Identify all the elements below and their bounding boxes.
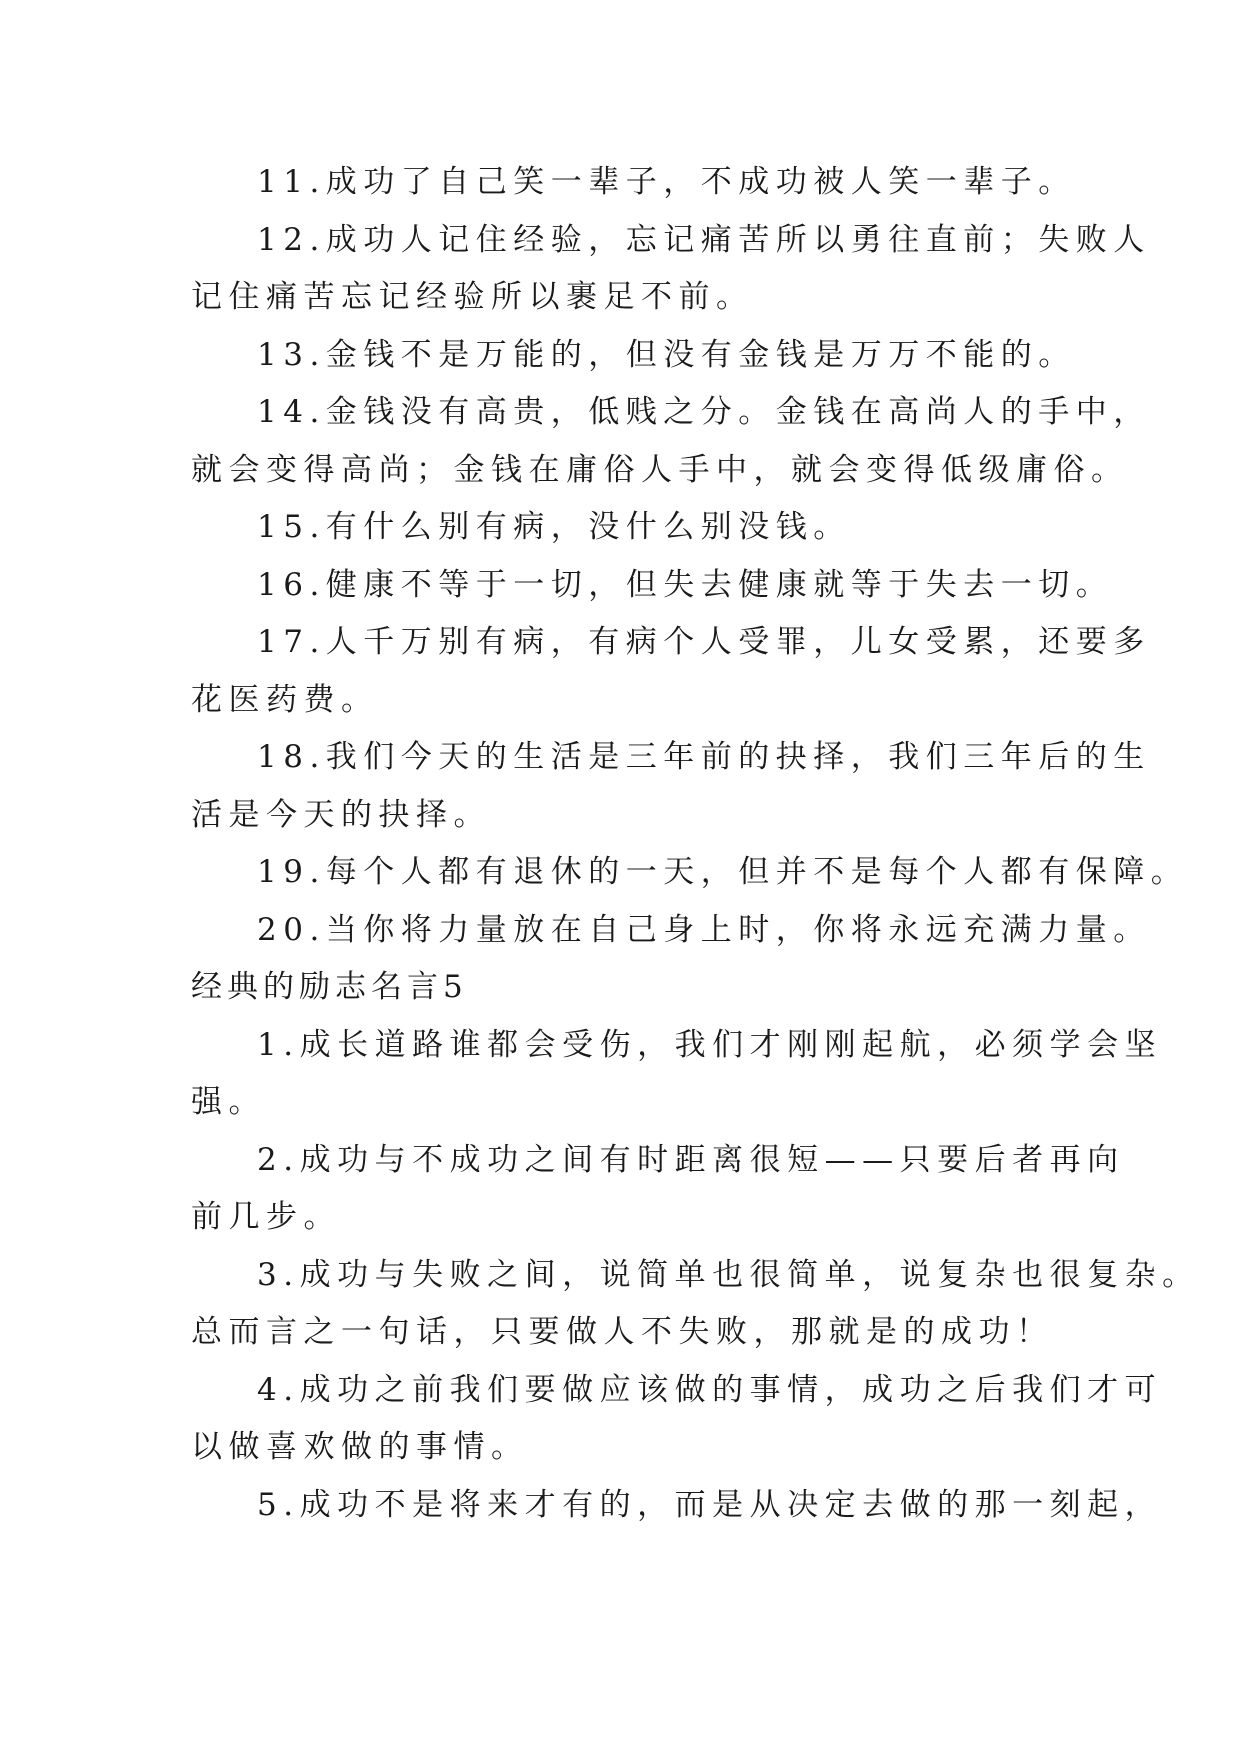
text-line: 17.人千万别有病，有病个人受罪，儿女受累，还要多 xyxy=(257,624,1151,660)
text-line: 花医药费。 xyxy=(191,681,379,718)
text-line: 15.有什么别有病，没什么别没钱。 xyxy=(257,509,851,545)
document-body xyxy=(191,154,1200,1534)
text-line: 以做喜欢做的事情。 xyxy=(191,1429,529,1465)
text-line: 活是今天的抉择。 xyxy=(191,796,491,833)
text-line: 18.我们今天的生活是三年前的抉择，我们三年后的生 xyxy=(257,739,1151,775)
text-line: 13.金钱不是万能的，但没有金钱是万万不能的。 xyxy=(257,336,1076,373)
text-line: 强。 xyxy=(191,1084,266,1120)
text-line: 3.成功与失败之间，说简单也很简单，说复杂也很复杂。 xyxy=(257,1256,1200,1293)
text-line: 19.每个人都有退休的一天，但并不是每个人都有保障。 xyxy=(257,854,1189,890)
text-line: 记住痛苦忘记经验所以裹足不前。 xyxy=(191,279,754,315)
text-line: 1.成长道路谁都会受伤，我们才刚刚起航，必须学会坚 xyxy=(257,1026,1163,1063)
section-heading: 经典的励志名言5 xyxy=(191,969,468,1005)
text-line: 总而言之一句话，只要做人不失败，那就是的成功！ xyxy=(191,1314,1054,1350)
text-line: 就会变得高尚；金钱在庸俗人手中，就会变得低级庸俗。 xyxy=(191,451,1129,488)
text-line: 14.金钱没有高贵，低贱之分。金钱在高尚人的手中， xyxy=(257,394,1151,430)
text-line: 20.当你将力量放在自己身上时，你将永远充满力量。 xyxy=(257,911,1151,948)
text-line: 2.成功与不成功之间有时距离很短——只要后者再向 xyxy=(257,1141,1125,1178)
text-line: 4.成功之前我们要做应该做的事情，成功之后我们才可 xyxy=(257,1371,1163,1408)
text-line: 5.成功不是将来才有的，而是从决定去做的那一刻起， xyxy=(257,1486,1163,1523)
text-line: 前几步。 xyxy=(191,1199,341,1235)
text-line: 16.健康不等于一切，但失去健康就等于失去一切。 xyxy=(257,566,1114,603)
text-line: 12.成功人记住经验，忘记痛苦所以勇往直前；失败人 xyxy=(257,221,1151,258)
text-line: 11.成功了自己笑一辈子，不成功被人笑一辈子。 xyxy=(257,164,1076,200)
